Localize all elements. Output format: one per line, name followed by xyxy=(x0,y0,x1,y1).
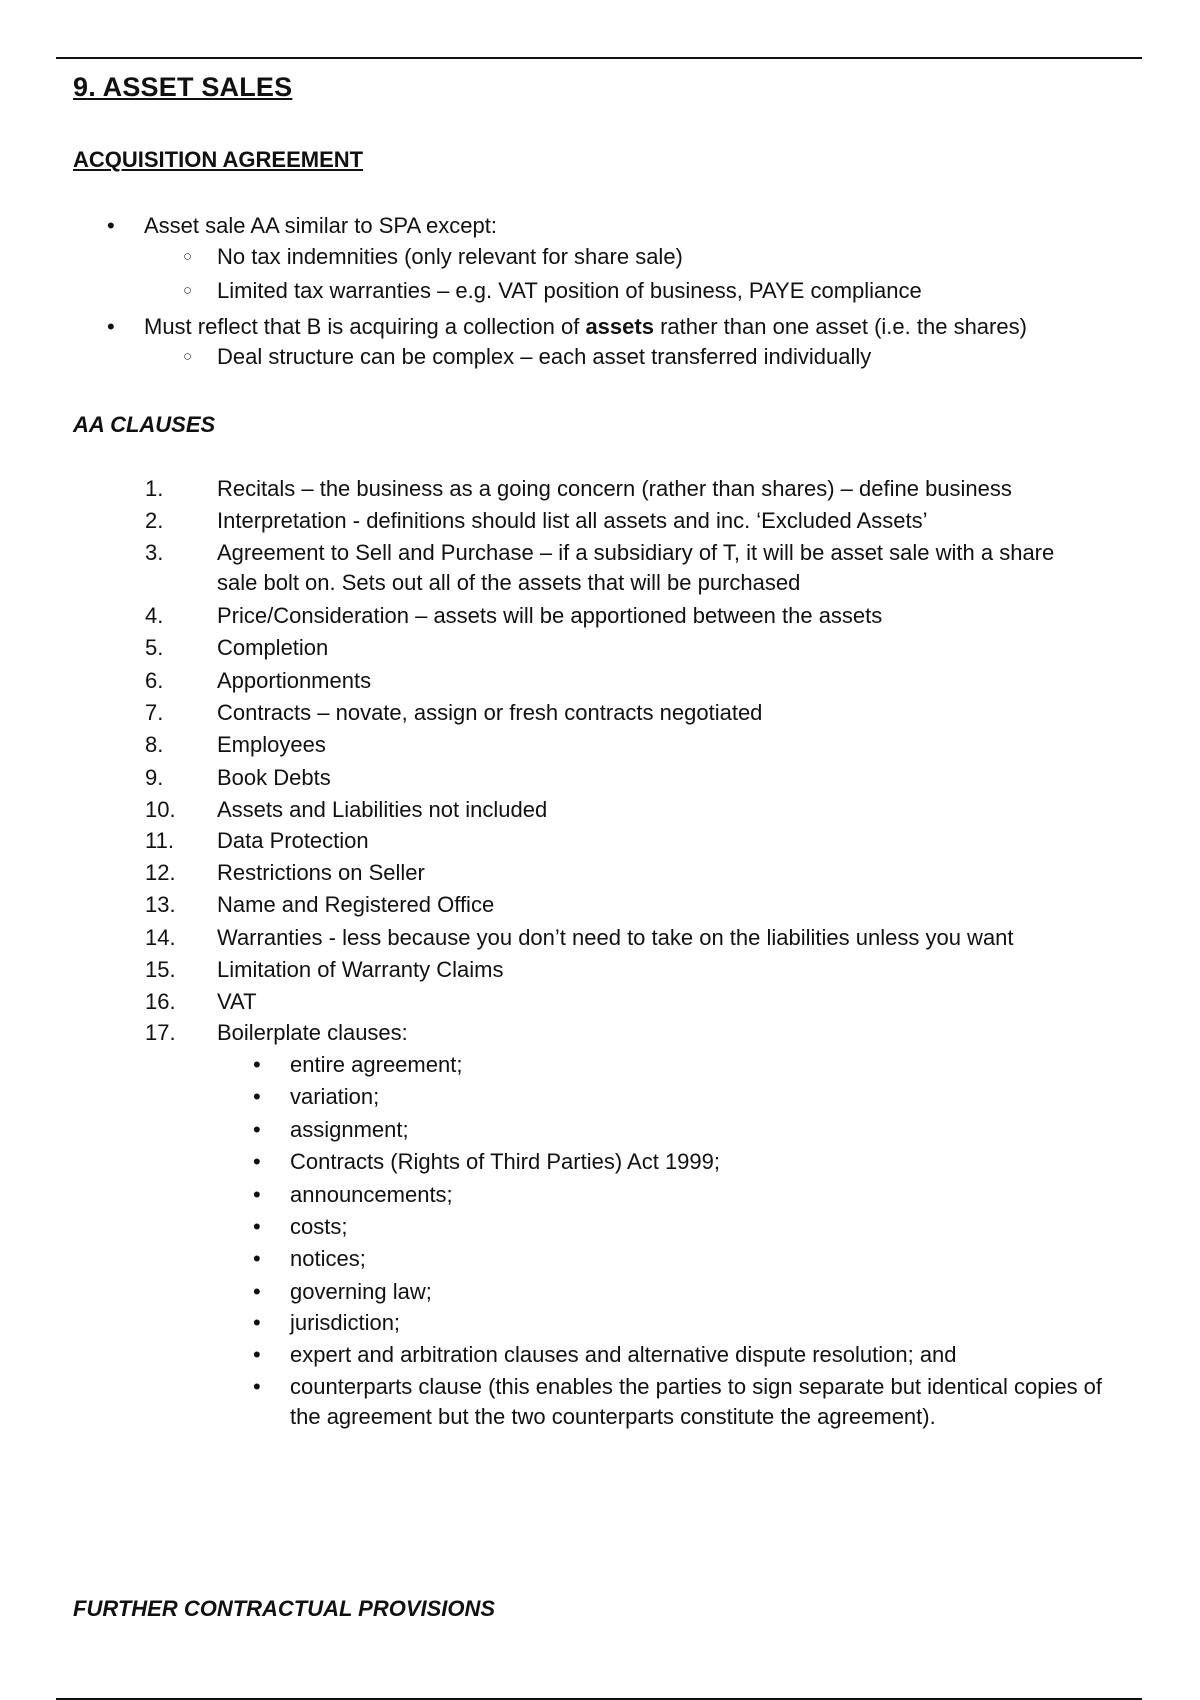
hollow-bullet-icon: ○ xyxy=(183,348,193,365)
bullet-icon: • xyxy=(253,1182,261,1207)
page-title: 9. ASSET SALES xyxy=(73,72,293,102)
sub-bullet-item: ○ Deal structure can be complex – each asset transferred individually xyxy=(0,342,1200,372)
bullet-icon: • xyxy=(253,1374,261,1399)
bullet-icon: • xyxy=(107,213,115,238)
acquisition-agreement-heading: ACQUISITION AGREEMENT xyxy=(73,147,364,172)
bullet-icon: • xyxy=(253,1279,261,1304)
sub-bullet-item: ○ No tax indemnities (only relevant for share sale) xyxy=(0,242,1200,272)
bullet-icon: • xyxy=(253,1117,261,1142)
bullet-icon: • xyxy=(253,1149,261,1174)
bullet-icon: • xyxy=(253,1084,261,1109)
bullet-icon: • xyxy=(253,1342,261,1367)
sub-bullet-item: ○ Limited tax warranties – e.g. VAT position of business, PAYE compliance xyxy=(0,276,1200,306)
hollow-bullet-icon: ○ xyxy=(183,282,193,299)
bullet-icon: • xyxy=(253,1310,261,1335)
bullet-item: • Must reflect that B is acquiring a collection of assets rather than one asset (i.e. the shares) xyxy=(0,312,1200,342)
bullet-icon: • xyxy=(253,1214,261,1239)
further-contractual-provisions-heading: FURTHER CONTRACTUAL PROVISIONS xyxy=(73,1596,496,1621)
bullet-icon: • xyxy=(253,1052,261,1077)
bullet-item: • Asset sale AA similar to SPA except: xyxy=(0,211,1200,241)
hollow-bullet-icon: ○ xyxy=(183,248,193,265)
top-rule xyxy=(56,57,1142,59)
bullet-icon: • xyxy=(253,1246,261,1271)
aa-clauses-heading: AA CLAUSES xyxy=(73,412,216,437)
bullet-icon: • xyxy=(107,314,115,339)
